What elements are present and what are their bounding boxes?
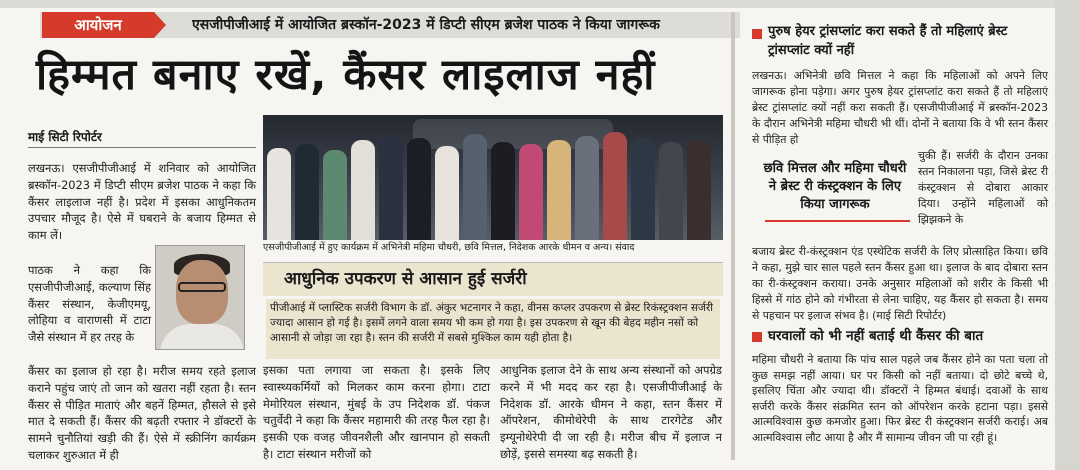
column-divider (731, 12, 735, 460)
pullquote-underline (765, 220, 910, 222)
section-tag: आयोजन (42, 12, 154, 38)
sidebar-story1-wrap: चुकी हैं। सर्जरी के दौरान उनका स्तन निकालना पड़ा, जिसे ब्रेस्ट री कंस्ट्रक्शन से दोबारा आकार दिया। उन्होंने महिलाओं को झिझकने के (918, 149, 1048, 226)
byline: माई सिटी रिपोर्टर (28, 130, 102, 144)
page-edge (1055, 0, 1080, 470)
sidebar-story2-title: घरवालों को भी नहीं बताई थी कैंसर की बात (768, 328, 984, 344)
headline: हिम्मत बनाए रखें, कैंसर लाइलाज नहीं (36, 50, 656, 100)
story-col3: आधुनिक इलाज देने के साथ अन्य संस्थानों को अपग्रेड करने में भी मदद कर रहा है। एसजीपीजीआई के निदेशक डॉ. आरके धीमन ने कहा, स्तन कैंसर में ऑपरेशन, कीमोथेरेपी के साथ टारगेटेड और इम्यूनोथेरेपी दी जा रही है। मरीज बीच में इलाज न छोड़ें, इससे समस्या बढ़ सकती है। (500, 363, 722, 461)
sidebar-story1-top: लखनऊ। अभिनेत्री छवि मित्तल ने कहा कि महिलाओं को अपने लिए जागरूक होना पड़ेगा। अगर पुरुष हेयर ट्रांसप्लांट करा सकते हैं तो महिलाएं ब्रेस्ट ट्रांसप्लांट क्यों नहीं करा सकती हैं। एसजीपीजीआई में ब्रस्कॉन-2023 के दौरान अभिनेत्री महिमा चौधरी भी थीं। दोनों ने बताया कि वे भी स्तन कैंसर से पीड़ित हो (752, 69, 1048, 146)
story1-marker (752, 29, 762, 39)
story-col1-bottom: कैंसर का इलाज हो रहा है। मरीज समय रहते इलाज कराने पहुंच जाएं तो जान को खतरा नहीं रहता है। स्तन कैंसर से पीड़ित माताएं और बहनें हिम्मत, हौसले से इसे मात दे सकती हैं। कैंसर की बढ़ती रफ्तार ने डॉक्टरों के सामने चुनौतियां खड़ी की हैं। ऐसे में स्क्रीनिंग कार्यक्रम चलाकर शुरुआत में ही (28, 364, 256, 462)
story2-marker (752, 332, 762, 342)
event-photo (263, 115, 723, 240)
story-col2: इसका पता लगाया जा सकता है। इसके लिए स्वास्थ्यकर्मियों को मिलकर काम करना होगा। टाटा मेमोरियल संस्थान, मुंबई के उप निदेशक डॉ. पंकज चतुर्वेदी ने कहा कि कैंसर महामारी की तरह फैल रहा है। इसकी एक वजह जीवनशैली और खानपान हो सकती है। टाटा संस्थान मरीजों को (263, 363, 490, 461)
sidebar-story2: महिमा चौधरी ने बताया कि पांच साल पहले जब कैंसर होने का पता चला तो कुछ समझ नहीं आया। घर पर किसी को नहीं बताया। दो छोटे बच्चे थे, इसलिए चिंता और ज्यादा थी। डॉक्टरों ने हिम्मत बंधाई। दवाओं के साथ सर्जरी करके कैंसर संक्रमित स्तन को ऑपरेशन करके हटाना पड़ा। इससे आत्मविश्वास कुछ कमजोर हुआ। फिर ब्रेस्ट री कंस्ट्रक्शन सर्जरी कराई। अब आत्मविश्वास लौट आया है और मैं सामान्य जीवन जी पा रही हूं। (752, 353, 1048, 444)
story-col1-wrap: पाठक ने कहा कि एसजीपीजीआई, कल्याण सिंह कैंसर संस्थान, केजीएमयू, लोहिया व वाराणसी में टाटा जैसे संस्थान में हर तरह के (28, 263, 151, 345)
sidebar-story1-title: पुरुष हेयर ट्रांसप्लांट करा सकते हैं तो महिलाएं ब्रेस्ट ट्रांसप्लांट क्यों नहीं (768, 24, 1008, 58)
subhead-title: आधुनिक उपकरण से आसान हुई सर्जरी (284, 269, 527, 289)
sidebar-story1-bottom: बजाय ब्रेस्ट री-कंस्ट्रक्शन एंड एस्थेटिक सर्जरी के लिए प्रोत्साहित किया। छवि ने कहा, मुझे चार साल पहले स्तन कैंसर हुआ था। इलाज के बाद दोबारा स्तन का री-कंस्ट्रक्शन कराया। उनके अनुसार महिलाओं को शरीर के किसी भी हिस्से में गांठ होने को गंभीरता से लेना चाहिए, यह कैंसर हो सकता है। समय से पहचान पर इलाज संभव है। (माई सिटी रिपोर्टर) (752, 245, 1048, 322)
subhead-intro: पीजीआई में प्लास्टिक सर्जरी विभाग के डॉ. अंकुर भटनागर ने कहा, वीनस कप्लर उपकरण से ब्रेस्ट रिकंस्ट्रक्शन सर्जरी ज्यादा आसान हो गई है। इसमें लगने वाला समय भी कम हो गया है। इस उपकरण से खून की बेहद महीन नसों को आसानी से जोड़ा जा रहा है। स्तन की सर्जरी में सबसे मुश्किल काम यही होता है। (266, 299, 720, 359)
photo-caption: एसजीपीजीआई में हुए कार्यक्रम में अभिनेत्री महिमा चौधरी, छवि मित्तल, निदेशक आरके धीमन व अन्य। संवाद (263, 242, 635, 253)
byline-rule (28, 147, 256, 148)
kicker-text: एसजीपीजीआई में आयोजित ब्रस्कॉन-2023 में डिप्टी सीएम ब्रजेश पाठक ने किया जागरूक (192, 17, 660, 33)
story-col1: लखनऊ। एसजीपीजीआई में शनिवार को आयोजित ब्रस्कॉन-2023 में डिप्टी सीएम ब्रजेश पाठक ने कहा कि कैंसर लाइलाज नहीं है। प्रदेश में इसका आधुनिकतम उपचार मौजूद है। ऐसे में घबराने के बजाय हिम्मत से काम लें। (28, 161, 256, 243)
portrait-photo (155, 245, 245, 350)
top-strip (0, 0, 1080, 8)
pullquote: छवि मित्तल और महिमा चौधरी ने ब्रेस्ट री कंस्ट्रक्शन के लिए किया जागरूक (763, 161, 907, 212)
